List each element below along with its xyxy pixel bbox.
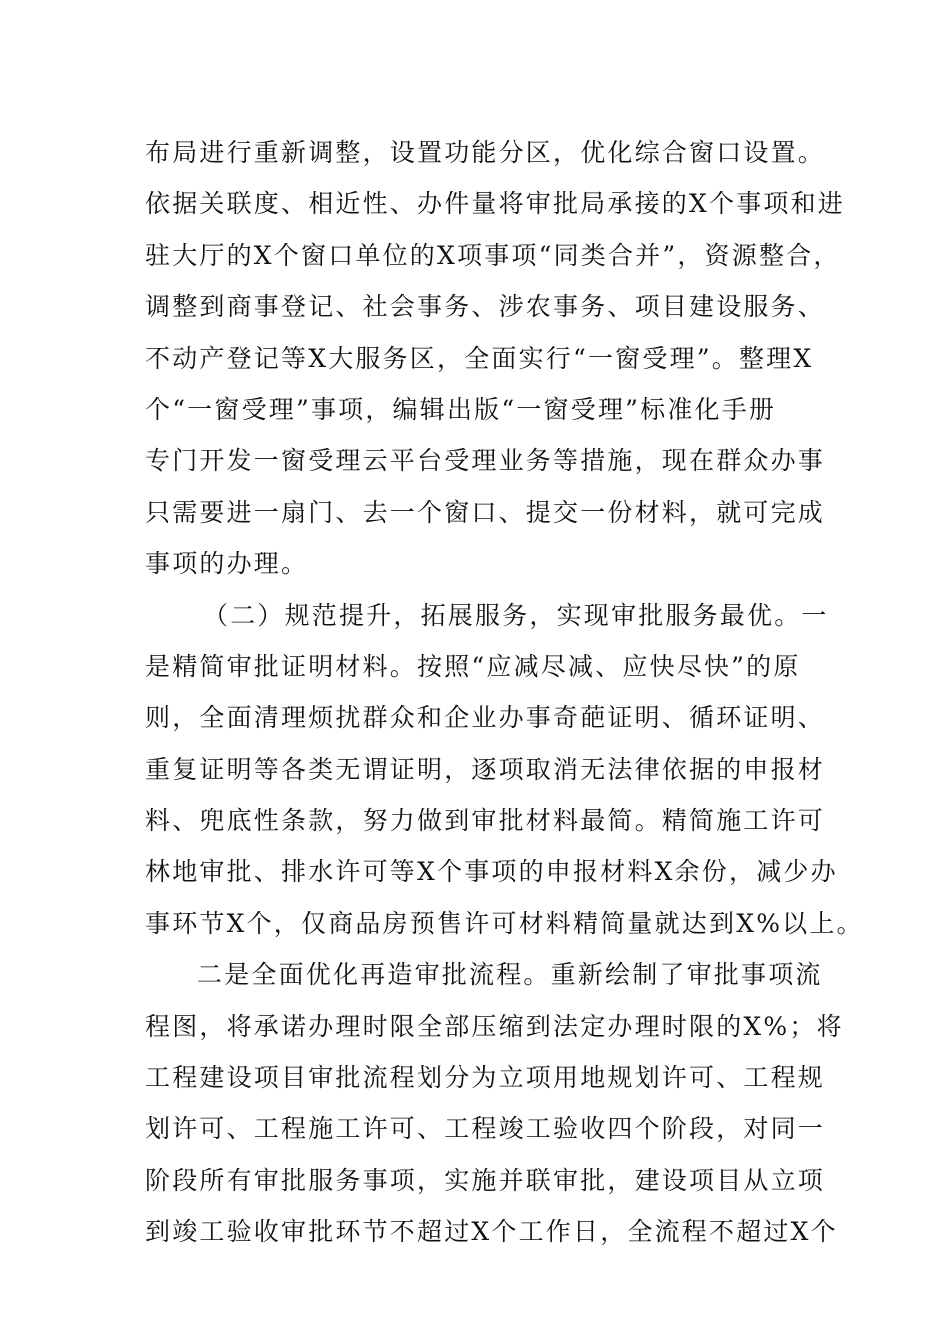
text-line: 调整到商事登记、社会事务、涉农事务、项目建设服务、 xyxy=(145,292,826,322)
text-line: 事环节X个，仅商品房预售许可材料精简量就达到X%以上。 xyxy=(145,908,864,938)
text-line: 料、兜底性条款，努力做到审批材料最简。精简施工许可 xyxy=(145,806,826,836)
text-line: 布局进行重新调整，设置功能分区，优化综合窗口设置。 xyxy=(145,138,826,167)
text-line: 依据关联度、相近性、办件量将审批局承接的X个事项和进 xyxy=(145,189,846,219)
text-line: 到竣工验收审批环节不超过X个工作日，全流程不超过X个 xyxy=(145,1217,838,1247)
text-line: 只需要进一扇门、去一个窗口、提交一份材料，就可完成 xyxy=(145,497,826,527)
text-line: 事项的办理。 xyxy=(145,549,309,579)
text-line: 工程建设项目审批流程划分为立项用地规划许可、工程规 xyxy=(145,1063,826,1093)
paragraph-start-line: 二是全面优化再造审批流程。重新绘制了审批事项流 xyxy=(197,960,823,990)
body-text xyxy=(145,127,864,1258)
text-line: 划许可、工程施工许可、工程竣工验收四个阶段，对同一 xyxy=(145,1114,826,1144)
text-line: 阶段所有审批服务事项，实施并联审批，建设项目从立项 xyxy=(145,1165,826,1195)
text-line: 个“一窗受理”事项，编辑出版“一窗受理”标准化手册 xyxy=(145,394,777,424)
text-line: 程图，将承诺办理时限全部压缩到法定办理时限的X%；将 xyxy=(145,1011,844,1041)
text-line: 专门开发一窗受理云平台受理业务等措施，现在群众办事 xyxy=(145,446,826,476)
section-heading-line: （二）规范提升，拓展服务，实现审批服务最优。一 xyxy=(203,600,829,630)
text-line: 林地审批、排水许可等X个事项的申报材料X余份，减少办 xyxy=(145,857,838,887)
text-line: 是精简审批证明材料。按照“应减尽减、应快尽快”的原 xyxy=(145,651,801,681)
text-line: 重复证明等各类无谓证明，逐项取消无法律依据的申报材 xyxy=(145,754,826,784)
text-line: 则，全面清理烦扰群众和企业办事奇葩证明、循环证明、 xyxy=(145,703,826,733)
text-line: 不动产登记等X大服务区，全面实行“一窗受理”。整理X xyxy=(145,343,814,373)
text-line: 驻大厅的X个窗口单位的X项事项“同类合并”，资源整合， xyxy=(145,240,841,270)
